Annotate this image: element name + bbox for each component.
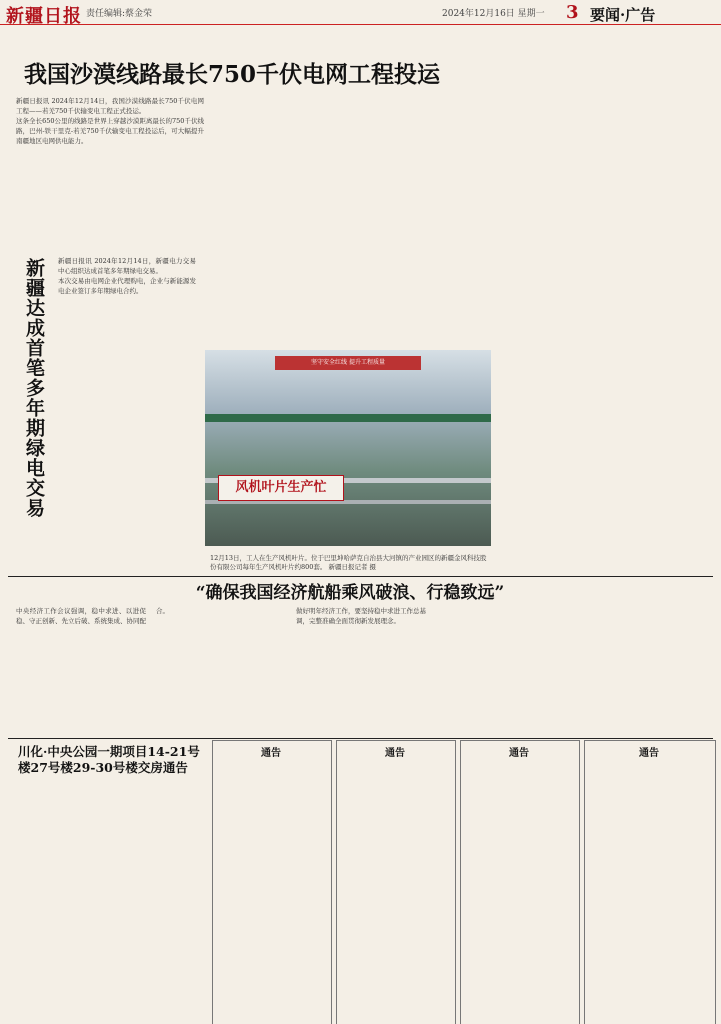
notice-box: [212, 740, 332, 1024]
side-vertical-headline: 新疆达成首笔多年期绿电交易: [23, 258, 45, 518]
section-name: 要闻·广告: [590, 6, 656, 24]
masthead: [0, 0, 721, 25]
lead-story-body: [16, 96, 204, 236]
lead-paragraph: 新疆日报讯 2024年12月14日，我国沙漠线路最长750千伏电网工程——若羌750千伏输变电工程正式投运。: [16, 97, 204, 115]
lead-headline: 我国沙漠线路最长750千伏电网工程投运: [24, 61, 441, 88]
notice-box: [584, 740, 716, 1024]
newspaper-logo: 新疆日报: [6, 6, 82, 27]
notice-title: 通告: [639, 748, 659, 759]
editor-credit: 责任编辑:蔡金荣: [86, 9, 153, 19]
photo-title: 风机叶片生产忙: [218, 475, 344, 501]
lead-paragraph: 这条全长650公里的线路是世界上穿越沙漠距离最长的750千伏线路，巴州-铁干里克-若羌750千伏输变电工程投运后，可大幅提升南疆地区电网供电能力。: [16, 117, 204, 145]
side-story-body: [58, 256, 196, 440]
commentary-body: [16, 606, 706, 732]
commentary-paragraph: 做好明年经济工作，要坚持稳中求进工作总基调，完整准确全面贯彻新发展理念。: [296, 607, 426, 625]
commentary-headline: “确保我国经济航船乘风破浪、行稳致远”: [195, 583, 505, 603]
side-paragraph: 新疆日报讯 2024年12月14日，新疆电力交易中心组织达成首笔多年期绿电交易。: [58, 257, 196, 275]
photo-banner: 坚守安全红线 提升工程质量: [275, 356, 421, 370]
notice-title: 通告: [385, 748, 405, 759]
side-paragraph: 本次交易由电网企业代理购电，企业与新能源发电企业签订多年期绿电合约。: [58, 277, 196, 295]
notice-title: 通告: [509, 748, 529, 759]
section-divider: [8, 576, 713, 577]
notice-title: 通告: [261, 748, 281, 759]
notice-box: [336, 740, 456, 1024]
page-number: 3: [566, 2, 579, 23]
photo-caption: 12月13日，工人在生产风机叶片。位于巴里坤哈萨克自治县大河镇的产业园区的新疆金风科技股份有限公司每年生产风机叶片约800套。 新疆日报记者 摄: [210, 554, 487, 571]
issue-date: 2024年12月16日 星期一: [442, 9, 545, 19]
notice-headline: 川化·中央公园一期项目14-21号楼27号楼29-30号楼交房通告: [18, 744, 200, 775]
notice-box: [460, 740, 580, 1024]
commentary-paragraph: 中央经济工作会议强调，稳中求进、以进促稳、守正创新、先立后破、系统集成、协同配合。: [16, 607, 169, 625]
factory-photo: [205, 350, 491, 546]
notice-divider: [8, 738, 713, 739]
